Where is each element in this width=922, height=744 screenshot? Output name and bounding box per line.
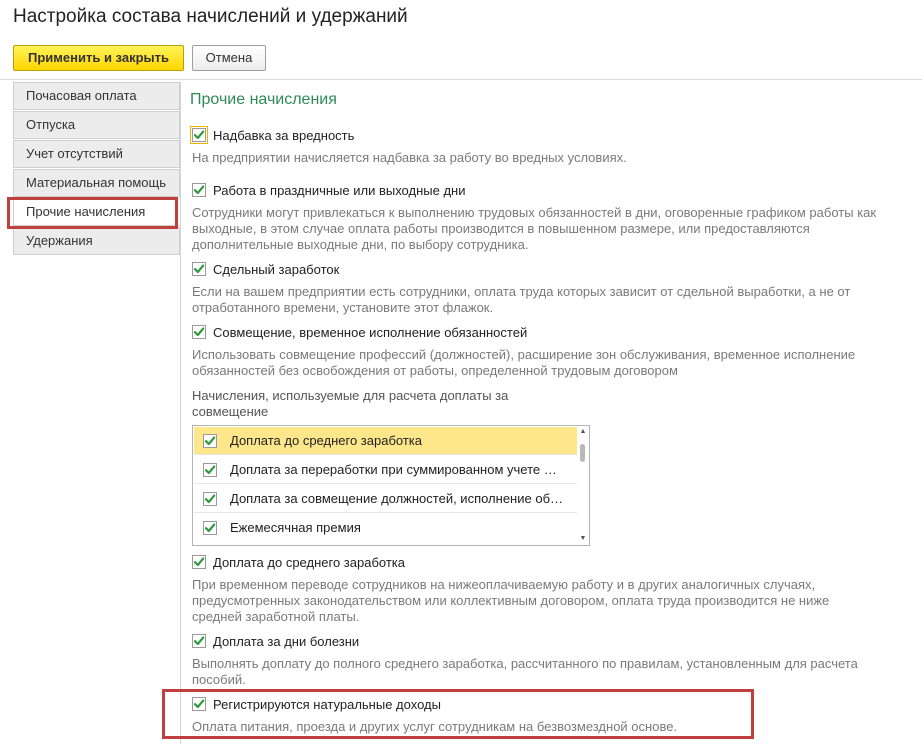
sidebar-item-absences[interactable]: Учет отсутствий xyxy=(13,140,180,168)
list-item[interactable] xyxy=(194,485,577,512)
list-scrollbar[interactable] xyxy=(578,427,588,544)
sidebar-divider xyxy=(180,82,181,744)
option-description: Выполнять доплату до полного среднего заработка, рассчитанного по правилам, установленным для расчета пособий. xyxy=(192,656,858,687)
list-separator xyxy=(194,512,577,513)
list-item-label: Доплата за переработки при суммированном учете … xyxy=(230,462,557,477)
option-average-earnings-topup[interactable] xyxy=(192,553,405,571)
option-description: При временном переводе сотрудников на нижеоплачиваемую работу и в других аналогичных случаях, предусмотренных законодательством или коллективным договором, оплата труда производится не ниже средней заработной платы. xyxy=(192,577,830,624)
toolbar-divider xyxy=(0,79,922,80)
scroll-up-arrow-icon[interactable]: ▲ xyxy=(579,428,587,435)
list-item-checkbox[interactable] xyxy=(203,463,217,477)
option-description: Оплата питания, проезда и других услуг сотрудникам на безвозмездной основе. xyxy=(192,719,678,734)
check-icon xyxy=(204,522,216,534)
list-item[interactable] xyxy=(194,427,577,454)
check-icon xyxy=(193,556,205,568)
option-description: На предприятии начисляется надбавка за работу во вредных условиях. xyxy=(192,150,627,165)
check-icon xyxy=(193,698,205,710)
option-label: Сдельный заработок xyxy=(213,261,340,277)
scroll-down-arrow-icon[interactable]: ▼ xyxy=(579,535,587,542)
check-icon xyxy=(204,435,216,447)
list-separator xyxy=(194,454,577,455)
checkbox-combination[interactable] xyxy=(192,325,206,339)
option-in-kind-income[interactable] xyxy=(192,695,441,713)
check-icon xyxy=(193,635,205,647)
list-item[interactable] xyxy=(194,456,577,483)
section-title: Прочие начисления xyxy=(190,91,337,108)
sidebar-item-other-accruals[interactable]: Прочие начисления xyxy=(13,198,180,226)
option-holiday-work[interactable] xyxy=(192,181,465,199)
option-label: Доплата за дни болезни xyxy=(213,633,360,649)
combination-accruals-list[interactable] xyxy=(192,425,590,546)
list-item-checkbox[interactable] xyxy=(203,434,217,448)
list-item[interactable] xyxy=(194,514,577,541)
sidebar-item-material-aid[interactable]: Материальная помощь xyxy=(13,169,180,197)
option-label: Работа в праздничные или выходные дни xyxy=(213,182,466,198)
sidebar-item-vacations[interactable]: Отпуска xyxy=(13,111,180,139)
window-title: Настройка состава начислений и удержаний xyxy=(13,6,408,27)
list-separator xyxy=(194,483,577,484)
option-label: Надбавка за вредность xyxy=(213,127,355,143)
sidebar-nav xyxy=(13,82,180,256)
list-item-checkbox[interactable] xyxy=(203,521,217,535)
check-icon xyxy=(204,464,216,476)
option-harmful-conditions[interactable] xyxy=(192,126,354,144)
list-item-label: Доплата до среднего заработка xyxy=(230,433,422,448)
cancel-button[interactable]: Отмена xyxy=(192,45,266,71)
checkbox-average-earnings-topup[interactable] xyxy=(192,555,206,569)
checkbox-holiday-work[interactable] xyxy=(192,183,206,197)
check-icon xyxy=(193,326,205,338)
check-icon xyxy=(204,493,216,505)
apply-and-close-button[interactable]: Применить и закрыть xyxy=(13,45,184,71)
sidebar-item-deductions[interactable]: Удержания xyxy=(13,227,180,255)
combination-accruals-label: Начисления, используемые для расчета доплаты за совмещение xyxy=(192,388,509,419)
option-description: Использовать совмещение профессий (должностей), расширение зон обслуживания, временное исполнение обязанностей без освобождения от работы, определенной трудовым договором xyxy=(192,347,856,378)
scroll-thumb[interactable] xyxy=(580,444,585,462)
checkbox-sick-days-topup[interactable] xyxy=(192,634,206,648)
check-icon xyxy=(193,129,205,141)
option-label: Доплата до среднего заработка xyxy=(213,554,405,570)
check-icon xyxy=(193,263,205,275)
check-icon xyxy=(193,184,205,196)
option-sick-days-topup[interactable] xyxy=(192,632,359,650)
option-description: Если на вашем предприятии есть сотрудники, оплата труда которых зависит от сдельной выработки, а не от отработанного времени, установите этот флажок. xyxy=(192,284,851,315)
option-combination[interactable] xyxy=(192,323,527,341)
sidebar-item-hourly-pay[interactable]: Почасовая оплата xyxy=(13,82,180,110)
list-item-checkbox[interactable] xyxy=(203,492,217,506)
checkbox-in-kind-income[interactable] xyxy=(192,697,206,711)
checkbox-piecework[interactable] xyxy=(192,262,206,276)
option-description: Сотрудники могут привлекаться к выполнению трудовых обязанностей в дни, оговоренные графиком работы как выходные, в этом случае оплата работы производится в повышенном размере, или предоставляются дополнительные выходные дни, по выбору сотрудника. xyxy=(192,205,877,252)
option-label: Регистрируются натуральные доходы xyxy=(213,696,441,712)
list-item-label: Доплата за совмещение должностей, исполнение об… xyxy=(230,491,564,506)
checkbox-harmful-conditions[interactable] xyxy=(192,128,206,142)
option-piecework[interactable] xyxy=(192,260,339,278)
option-label: Совмещение, временное исполнение обязанностей xyxy=(213,324,528,340)
list-item-label: Ежемесячная премия xyxy=(230,520,361,535)
